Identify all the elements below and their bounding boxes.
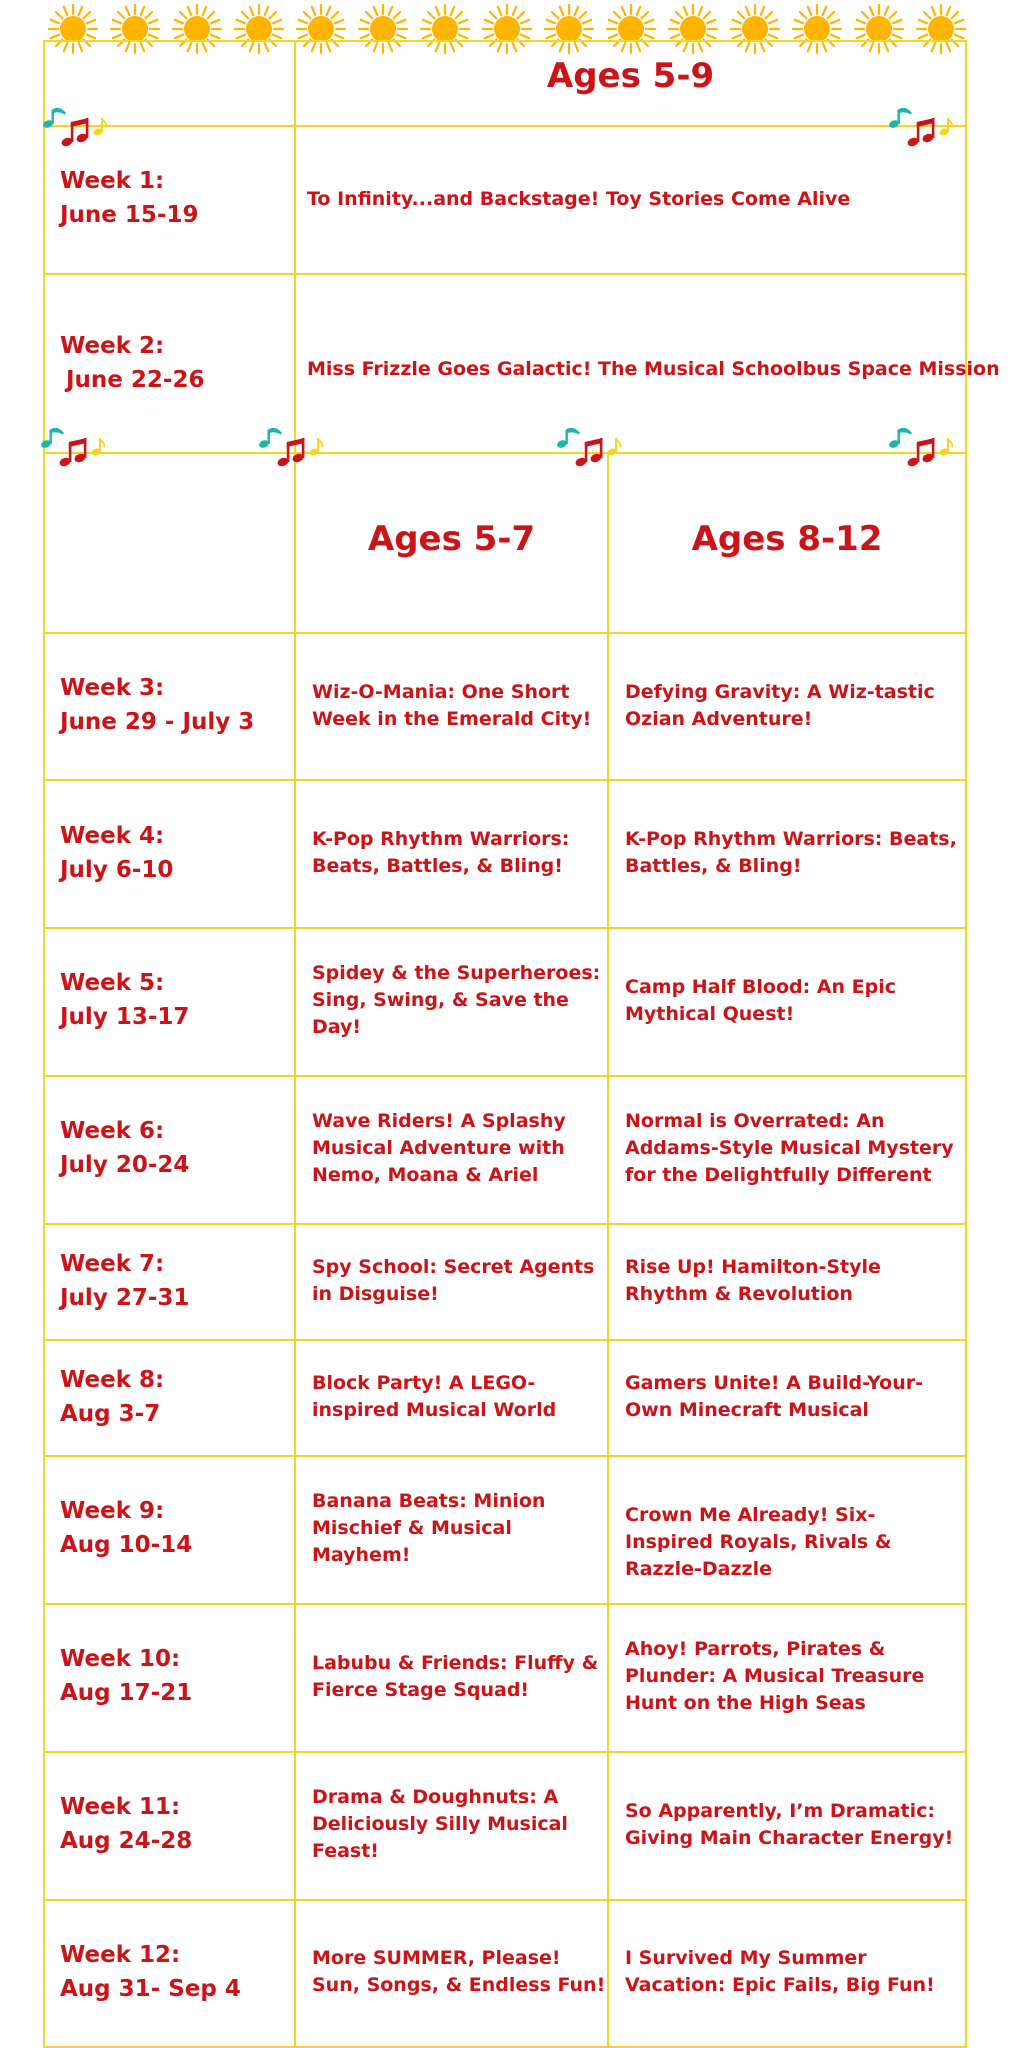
grid-line — [43, 1751, 967, 1753]
camp-title-old: Crown Me Already! Six-Inspired Royals, Rivals & Razzle-Dazzle — [625, 1504, 892, 1580]
camp-title-old: Normal is Overrated: An Addams-Style Musical Mystery for the Delightfully Different — [625, 1110, 954, 1186]
sun-border — [0, 0, 1024, 60]
week-dates: July 20-24 — [60, 1152, 190, 1178]
sun-icon — [359, 5, 407, 53]
grid-line — [607, 452, 609, 2048]
week-number: Week 10: — [60, 1646, 181, 1672]
week-number: Week 3: — [60, 675, 165, 701]
week-number: Week 5: — [60, 970, 165, 996]
camp-title-young: Spidey & the Superheroes: Sing, Swing, & Save the Day! — [312, 962, 601, 1038]
grid-line — [43, 40, 45, 2048]
week-label — [60, 329, 204, 397]
camp-title-young: Drama & Doughnuts: A Deliciously Silly Musical Feast! — [312, 1786, 568, 1862]
camp-title-young: Block Party! A LEGO-inspired Musical World — [312, 1372, 557, 1421]
grid-line — [43, 40, 967, 42]
week-number: Week 4: — [60, 823, 165, 849]
week-label — [60, 1642, 192, 1710]
week-dates: July 6-10 — [60, 857, 174, 883]
week-number: Week 9: — [60, 1498, 165, 1524]
week-dates: Aug 31- Sep 4 — [60, 1976, 241, 2002]
music-notes-icon — [258, 424, 330, 468]
week-number: Week 8: — [60, 1367, 165, 1393]
sun-icon — [483, 5, 531, 53]
week-label — [60, 1494, 192, 1562]
sun-icon — [731, 5, 779, 53]
sun-icon — [173, 5, 221, 53]
week-dates: Aug 24-28 — [60, 1828, 193, 1854]
week-label — [60, 1790, 192, 1858]
camp-title: To Infinity...and Backstage! Toy Stories Come Alive — [307, 188, 851, 210]
camp-title-old: I Survived My Summer Vacation: Epic Fails, Big Fun! — [625, 1947, 935, 1996]
grid-line — [43, 273, 967, 275]
sun-icon — [607, 5, 655, 53]
sun-icon — [855, 5, 903, 53]
sun-icon — [235, 5, 283, 53]
camp-title-old: Gamers Unite! A Build-Your-Own Minecraft Musical — [625, 1372, 924, 1421]
camp-title-old: K-Pop Rhythm Warriors: Beats, Battles, & Bling! — [625, 828, 957, 877]
music-notes-icon — [556, 424, 628, 468]
week-dates: July 27-31 — [60, 1285, 190, 1311]
grid-line — [43, 452, 967, 454]
week-number: Week 12: — [60, 1942, 181, 1968]
music-notes-icon — [40, 424, 112, 468]
camp-title-old: Rise Up! Hamilton-Style Rhythm & Revolution — [625, 1256, 881, 1305]
sun-icon — [545, 5, 593, 53]
grid-line — [43, 632, 967, 634]
sun-icon — [917, 5, 965, 53]
week-dates: June 15-19 — [60, 202, 199, 228]
camp-title-young: K-Pop Rhythm Warriors: Beats, Battles, & Bling! — [312, 828, 570, 877]
camp-title-young: Wave Riders! A Splashy Musical Adventure with Nemo, Moana & Ariel — [312, 1110, 566, 1186]
week-label — [60, 1363, 164, 1431]
week-label — [60, 1938, 241, 2006]
week-number: Week 11: — [60, 1794, 181, 1820]
music-notes-icon — [42, 104, 114, 148]
camp-title-old: Ahoy! Parrots, Pirates & Plunder: A Musical Treasure Hunt on the High Seas — [625, 1638, 925, 1714]
camp-title-young: More SUMMER, Please! Sun, Songs, & Endless Fun! — [312, 1947, 606, 1996]
week-number: Week 2: — [60, 333, 165, 359]
camp-title-old: Defying Gravity: A Wiz-tastic Ozian Adventure! — [625, 681, 935, 730]
camp-title-young: Wiz-O-Mania: One Short Week in the Emerald City! — [312, 681, 592, 730]
sun-icon — [297, 5, 345, 53]
week-dates: Aug 3-7 — [60, 1401, 161, 1427]
week-label — [60, 671, 254, 739]
week-label — [60, 1114, 189, 1182]
week-dates: June 29 - July 3 — [60, 709, 255, 735]
ages-8-12-heading: Ages 8-12 — [691, 519, 883, 559]
sun-icon — [793, 5, 841, 53]
ages-5-9-heading: Ages 5-9 — [546, 56, 715, 96]
sun-icon — [49, 5, 97, 53]
grid-line — [43, 1223, 967, 1225]
week-dates: June 22-26 — [66, 367, 205, 393]
week-label — [60, 164, 198, 232]
week-dates: Aug 17-21 — [60, 1680, 193, 1706]
music-notes-icon — [888, 424, 960, 468]
camp-title-young: Spy School: Secret Agents in Disguise! — [312, 1256, 595, 1305]
week-label — [60, 819, 173, 887]
grid-line — [43, 1899, 967, 1901]
grid-line — [43, 779, 967, 781]
sun-icon — [111, 5, 159, 53]
grid-line — [43, 1075, 967, 1077]
camp-title-young: Banana Beats: Minion Mischief & Musical Mayhem! — [312, 1490, 546, 1566]
ages-5-7-heading: Ages 5-7 — [367, 519, 536, 559]
grid-line — [43, 1339, 967, 1341]
week-number: Week 1: — [60, 168, 165, 194]
camp-title-old: Camp Half Blood: An Epic Mythical Quest! — [625, 976, 897, 1025]
music-notes-icon — [888, 104, 960, 148]
week-number: Week 7: — [60, 1251, 165, 1277]
sun-icon — [421, 5, 469, 53]
week-dates: July 13-17 — [60, 1004, 190, 1030]
week-label — [60, 966, 189, 1034]
grid-line — [43, 1455, 967, 1457]
week-dates: Aug 10-14 — [60, 1532, 193, 1558]
camp-title: Miss Frizzle Goes Galactic! The Musical Schoolbus Space Mission — [307, 358, 1000, 380]
camp-title-old: So Apparently, I’m Dramatic: Giving Main Character Energy! — [625, 1800, 954, 1849]
grid-line — [43, 1603, 967, 1605]
week-label — [60, 1247, 189, 1315]
sun-icon — [669, 5, 717, 53]
grid-line — [294, 40, 296, 2048]
grid-line — [43, 125, 967, 127]
week-number: Week 6: — [60, 1118, 165, 1144]
grid-line — [43, 927, 967, 929]
camp-title-young: Labubu & Friends: Fluffy & Fierce Stage Squad! — [312, 1652, 599, 1701]
grid-line — [965, 40, 967, 2048]
